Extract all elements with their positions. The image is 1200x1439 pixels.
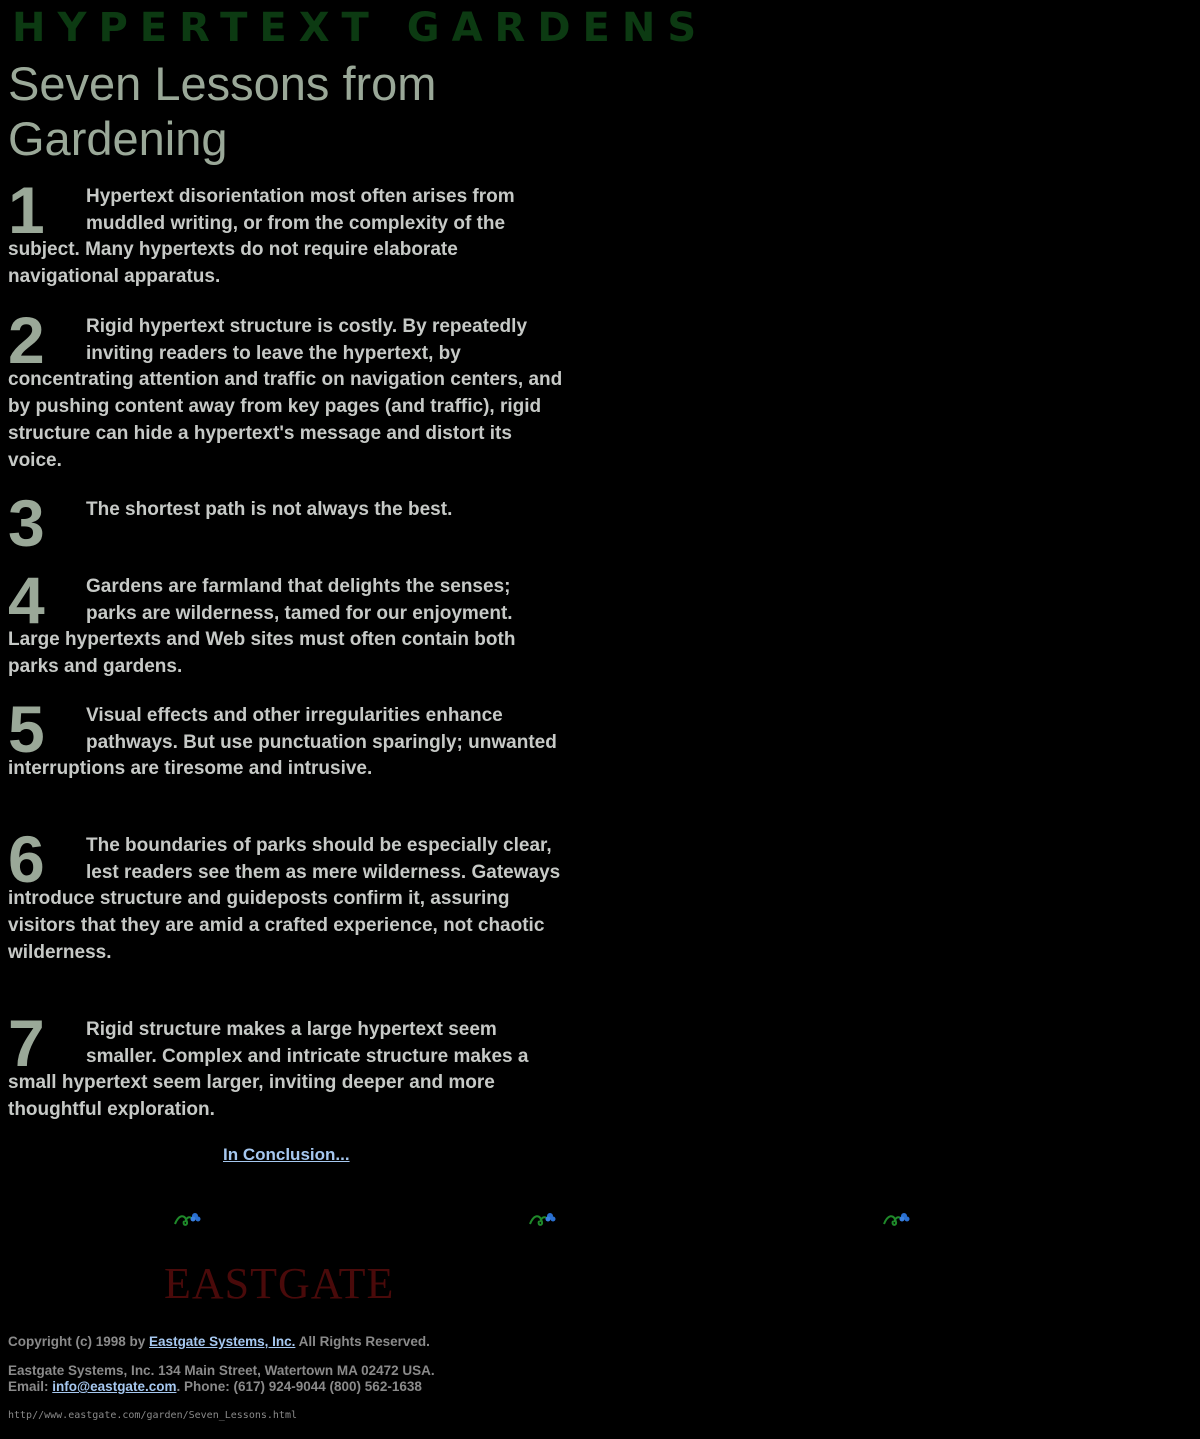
contact-line xyxy=(8,1379,422,1395)
lesson-text: Visual effects and other irregularities enhance pathways. But use punctuation sparingly; unwanted interruptions are tiresome and intrusive. xyxy=(8,705,557,780)
lesson-4 xyxy=(8,563,564,681)
in-conclusion-link[interactable]: In Conclusion... xyxy=(223,1145,350,1164)
lesson-number: 1 xyxy=(8,173,45,247)
address-line: Eastgate Systems, Inc. 134 Main Street, Watertown MA 02472 USA. xyxy=(8,1363,435,1378)
lesson-text: The boundaries of parks should be especially clear, lest readers see them as mere wilderness. Gateways introduce structure and guideposts confirm it, assuring visitors that they are amid a crafted experience, not chaotic wilderness. xyxy=(8,835,561,963)
lesson-text: The shortest path is not always the best. xyxy=(86,499,453,520)
site-banner: HYPERTEXT GARDENS xyxy=(12,5,709,51)
lesson-text: Hypertext disorientation most often arises from muddled writing, or from the complexity of the subject. Many hypertexts do not require elaborate navigational apparatus. xyxy=(8,186,515,288)
lesson-7 xyxy=(8,1006,564,1124)
flower-vine-icon xyxy=(882,1210,910,1228)
email-label: Email: xyxy=(8,1379,53,1394)
lesson-number: 5 xyxy=(8,692,45,766)
copyright-line xyxy=(8,1334,430,1350)
lesson-number: 7 xyxy=(8,1006,45,1080)
email-link[interactable]: info@eastgate.com xyxy=(52,1379,177,1394)
lesson-1 xyxy=(8,173,564,291)
lesson-text: Gardens are farmland that delights the senses; parks are wilderness, tamed for our enjoyment. Large hypertexts and Web sites must often contain both parks and gardens. xyxy=(8,576,516,678)
copyright-prefix: Copyright (c) 1998 by xyxy=(8,1334,150,1349)
flower-vine-icon xyxy=(173,1210,201,1228)
eastgate-logo[interactable]: EASTGATE xyxy=(164,1259,395,1308)
lesson-text: Rigid structure makes a large hypertext seem smaller. Complex and intricate structure makes a small hypertext seem larger, inviting deeper and more thoughtful exploration. xyxy=(8,1019,529,1121)
page-title: Seven Lessons from Gardening xyxy=(8,57,437,165)
copyright-suffix: All Rights Reserved. xyxy=(295,1334,430,1349)
lesson-6 xyxy=(8,822,564,967)
lesson-number: 2 xyxy=(8,303,45,377)
page-url: http//www.eastgate.com/garden/Seven_Lessons.html xyxy=(8,1410,297,1421)
lesson-2 xyxy=(8,303,564,474)
lesson-text: Rigid hypertext structure is costly. By repeatedly inviting readers to leave the hypertext, by concentrating attention and traffic on navigation centers, and by pushing content away from key pages (and traffic), rigid structure can hide a hypertext's message and distort its voice. xyxy=(8,316,563,471)
company-link[interactable]: Eastgate Systems, Inc. xyxy=(149,1334,296,1349)
phone-text: . Phone: (617) 924-9044 (800) 562-1638 xyxy=(176,1379,422,1394)
lesson-3 xyxy=(8,486,564,560)
flower-vine-icon xyxy=(528,1210,556,1228)
lesson-number: 6 xyxy=(8,822,45,896)
lesson-number: 3 xyxy=(8,486,45,560)
lesson-number: 4 xyxy=(8,563,45,637)
lesson-5 xyxy=(8,692,564,783)
